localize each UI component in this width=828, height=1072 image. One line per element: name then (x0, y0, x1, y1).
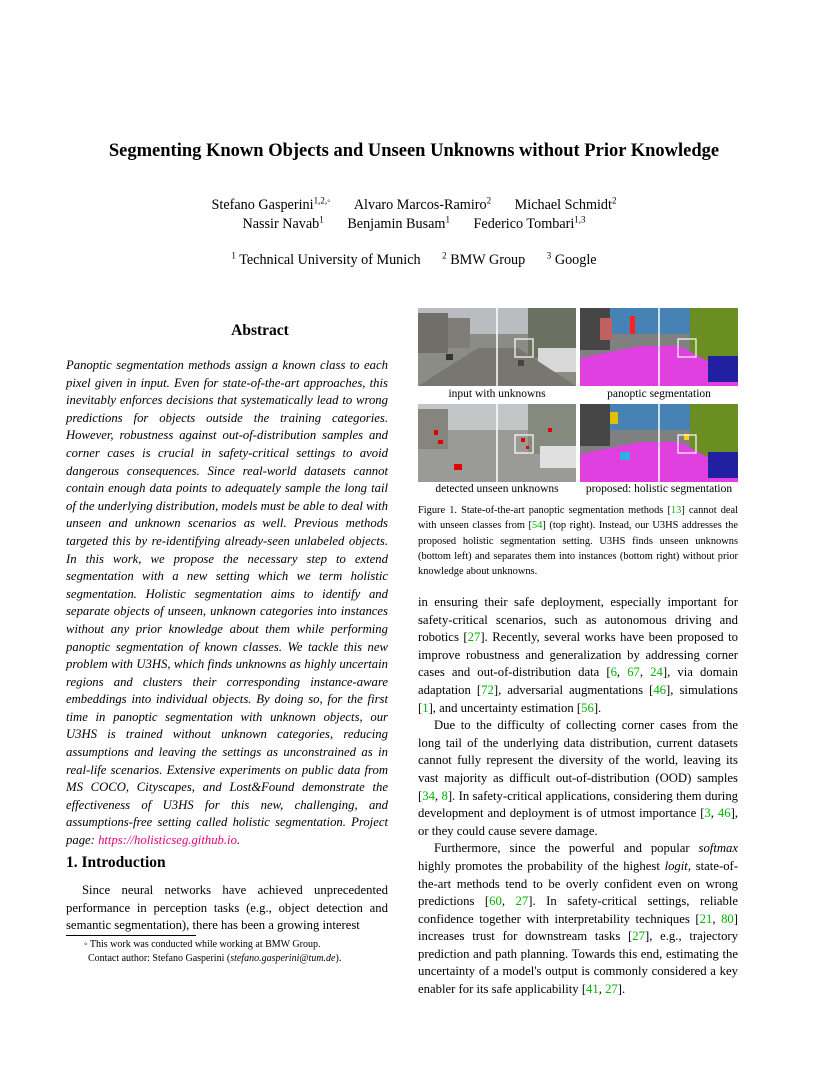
citation[interactable]: 1 (422, 700, 429, 715)
citation[interactable]: 46 (717, 806, 731, 821)
citation[interactable]: 27 (605, 982, 618, 997)
citation[interactable]: 8 (441, 788, 448, 803)
input-panel (418, 308, 576, 386)
author: Nassir Navab$^1$ (242, 214, 324, 232)
figure-label-input: input with unknowns (448, 388, 546, 400)
citation[interactable]: 46 (653, 682, 667, 697)
citation[interactable]: 34 (422, 788, 435, 803)
author: Alvaro Marcos-Ramiro$^2$ (353, 195, 492, 213)
project-page-link[interactable]: https://holisticseg.github.io (98, 833, 237, 848)
citation[interactable]: 56 (581, 700, 594, 715)
intro-paragraph: Since neural networks have achieved unprecedented performance in perception tasks (e.g., object detection and semantic segmentation), there has been a growing interest (66, 883, 388, 933)
citation[interactable]: 67 (627, 665, 640, 680)
abstract-body: Panoptic segmentation methods assign a known class to each pixel given in input. Even for state-of-the-art approaches, this inevitably enforces decisions that systematically lead to wrong predictions for objects outside the training categories. However, robustness against out-of-distribution samples and corner cases is crucial in safety-critical settings to avoid dangerous consequences. Since real-world datasets cannot contain enough data points to adequately sample the long tail of the underlying distribution, models must be able to deal with unseen and unknown scenarios as well. Previous methods targeted this by re-identifying already-seen unlabeled objects. In this work, we propose the necessary step to extend segmentation with a new setting which we term holistic segmentation. Holistic segmentation aims to identify and separate objects of unseen, unknown categories into instances without any prior knowledge about them while performing panoptic segmentation of known classes. We tackle this new problem with U3HS, which finds unknowns as highly uncertain regions and clusters their corresponding instance-aware embeddings into individual objects. By doing so, for the first time in panoptic segmentation with unknown objects, our U3HS is trained without unknown categories, reducing assumptions and leaving the settings as unconstrained as in real-life scenarios. Extensive experiments on public data from MS COCO, Cityscapes, and Lost&Found demonstrate the effectiveness of U3HS for this new, challenging, and assumptions-free setting called holistic segmentation. Project page: https://holisticseg.github.io. (66, 358, 388, 848)
citation[interactable]: 27 (515, 894, 529, 909)
citation[interactable]: 54 (532, 520, 543, 532)
citation[interactable]: 3 (704, 806, 711, 821)
figure-label-holistic: proposed: holistic segmentation (585, 483, 733, 495)
author: Stefano Gasperini$^{1,2,◦}$ (211, 195, 331, 213)
section-heading: 1. Introduction (66, 854, 166, 871)
right-column-body (418, 594, 738, 999)
unknowns-panel (418, 404, 576, 482)
citation[interactable]: 72 (481, 682, 494, 697)
citation[interactable]: 6 (610, 665, 617, 680)
authors-line-1 (0, 195, 828, 214)
emphasis: logit (664, 858, 688, 873)
abstract-heading: Abstract (231, 322, 289, 339)
paper-title: Segmenting Known Objects and Unseen Unknowns without Prior Knowledge (108, 141, 720, 161)
figure-label-panoptic: panoptic segmentation (607, 388, 711, 400)
citation[interactable]: 80 (721, 911, 734, 926)
citation[interactable]: 41 (586, 982, 599, 997)
holistic-panel (580, 404, 738, 482)
footnote (66, 938, 388, 965)
paragraph: Furthermore, since the powerful and popular softmax highly promotes the probability of the highest logit, state-of-the-art methods tend to be overly confident even on wrong predictions [60, 27]. In safety-critical settings, reliable confidence together with interpretability techniques [21, 80] increases trust for downstream tasks [27], e.g., trajectory prediction and path planning. Towards this end, estimating the uncertainty of a model's output is commonly considered a key enabler for its safe applicability [41, 27]. (418, 841, 739, 997)
figure-1 (418, 308, 738, 498)
authors-line-2 (0, 214, 828, 233)
footnote-email[interactable]: stefano.gasperini@tum.de (230, 952, 336, 964)
affiliation: $^2$ BMW Group (442, 250, 526, 268)
author: Federico Tombari$^{1,3}$ (473, 214, 586, 232)
citation[interactable]: 60 (489, 894, 502, 909)
author: Michael Schmidt$^2$ (514, 195, 617, 213)
citation[interactable]: 27 (467, 630, 481, 645)
footnote-line: ◦ This work was conducted while working at BMW Group. (84, 939, 321, 950)
figure-label-unknowns: detected unseen unknowns (435, 483, 559, 495)
citation[interactable]: 27 (632, 929, 645, 944)
panoptic-panel (580, 308, 738, 386)
paragraph: in ensuring their safe deployment, especially important for safety-critical scenarios, such as autonomous driving and robotics [27]. Recently, several works have been proposed to improve robustness and generalization by addressing corner cases and out-of-distribution data [6, 67, 24], via domain adaptation [72], adversarial augmentations [46], simulations [1], and uncertainty estimation [56]. (418, 595, 739, 715)
affiliation: $^1$ Technical University of Munich (231, 250, 421, 268)
citation[interactable]: 24 (650, 665, 663, 680)
affiliations (0, 250, 828, 269)
footnote-contact: Contact author: Stefano Gasperini (stefano.gasperini@tum.de). (88, 952, 342, 964)
citation[interactable]: 21 (699, 911, 713, 926)
affiliation: $^3$ Google (546, 250, 597, 268)
author: Benjamin Busam$^1$ (347, 214, 450, 232)
footnote-rule (66, 935, 196, 936)
citation[interactable]: 13 (670, 505, 682, 516)
figure-caption: Figure 1. State-of-the-art panoptic segmentation methods [13] cannot deal with unseen classes from [54] (top right). Instead, our U3HS addresses the proposed holistic segmentation setting. U3HS finds unseen unknowns (bottom left) and separates them into instances (bottom right) without prior knowledge about unknowns. (418, 505, 738, 578)
paragraph: Due to the difficulty of collecting corner cases from the long tail of the underlying data distribution, current datasets cannot fully represent the diversity of the world, leaving its vast majority as difficult out-of-distribution (OOD) samples [34, 8]. In safety-critical applications, considering them during development and deployment is of utmost importance [3, 46], or they could cause severe damage. (418, 718, 739, 838)
emphasis: softmax (698, 841, 738, 856)
